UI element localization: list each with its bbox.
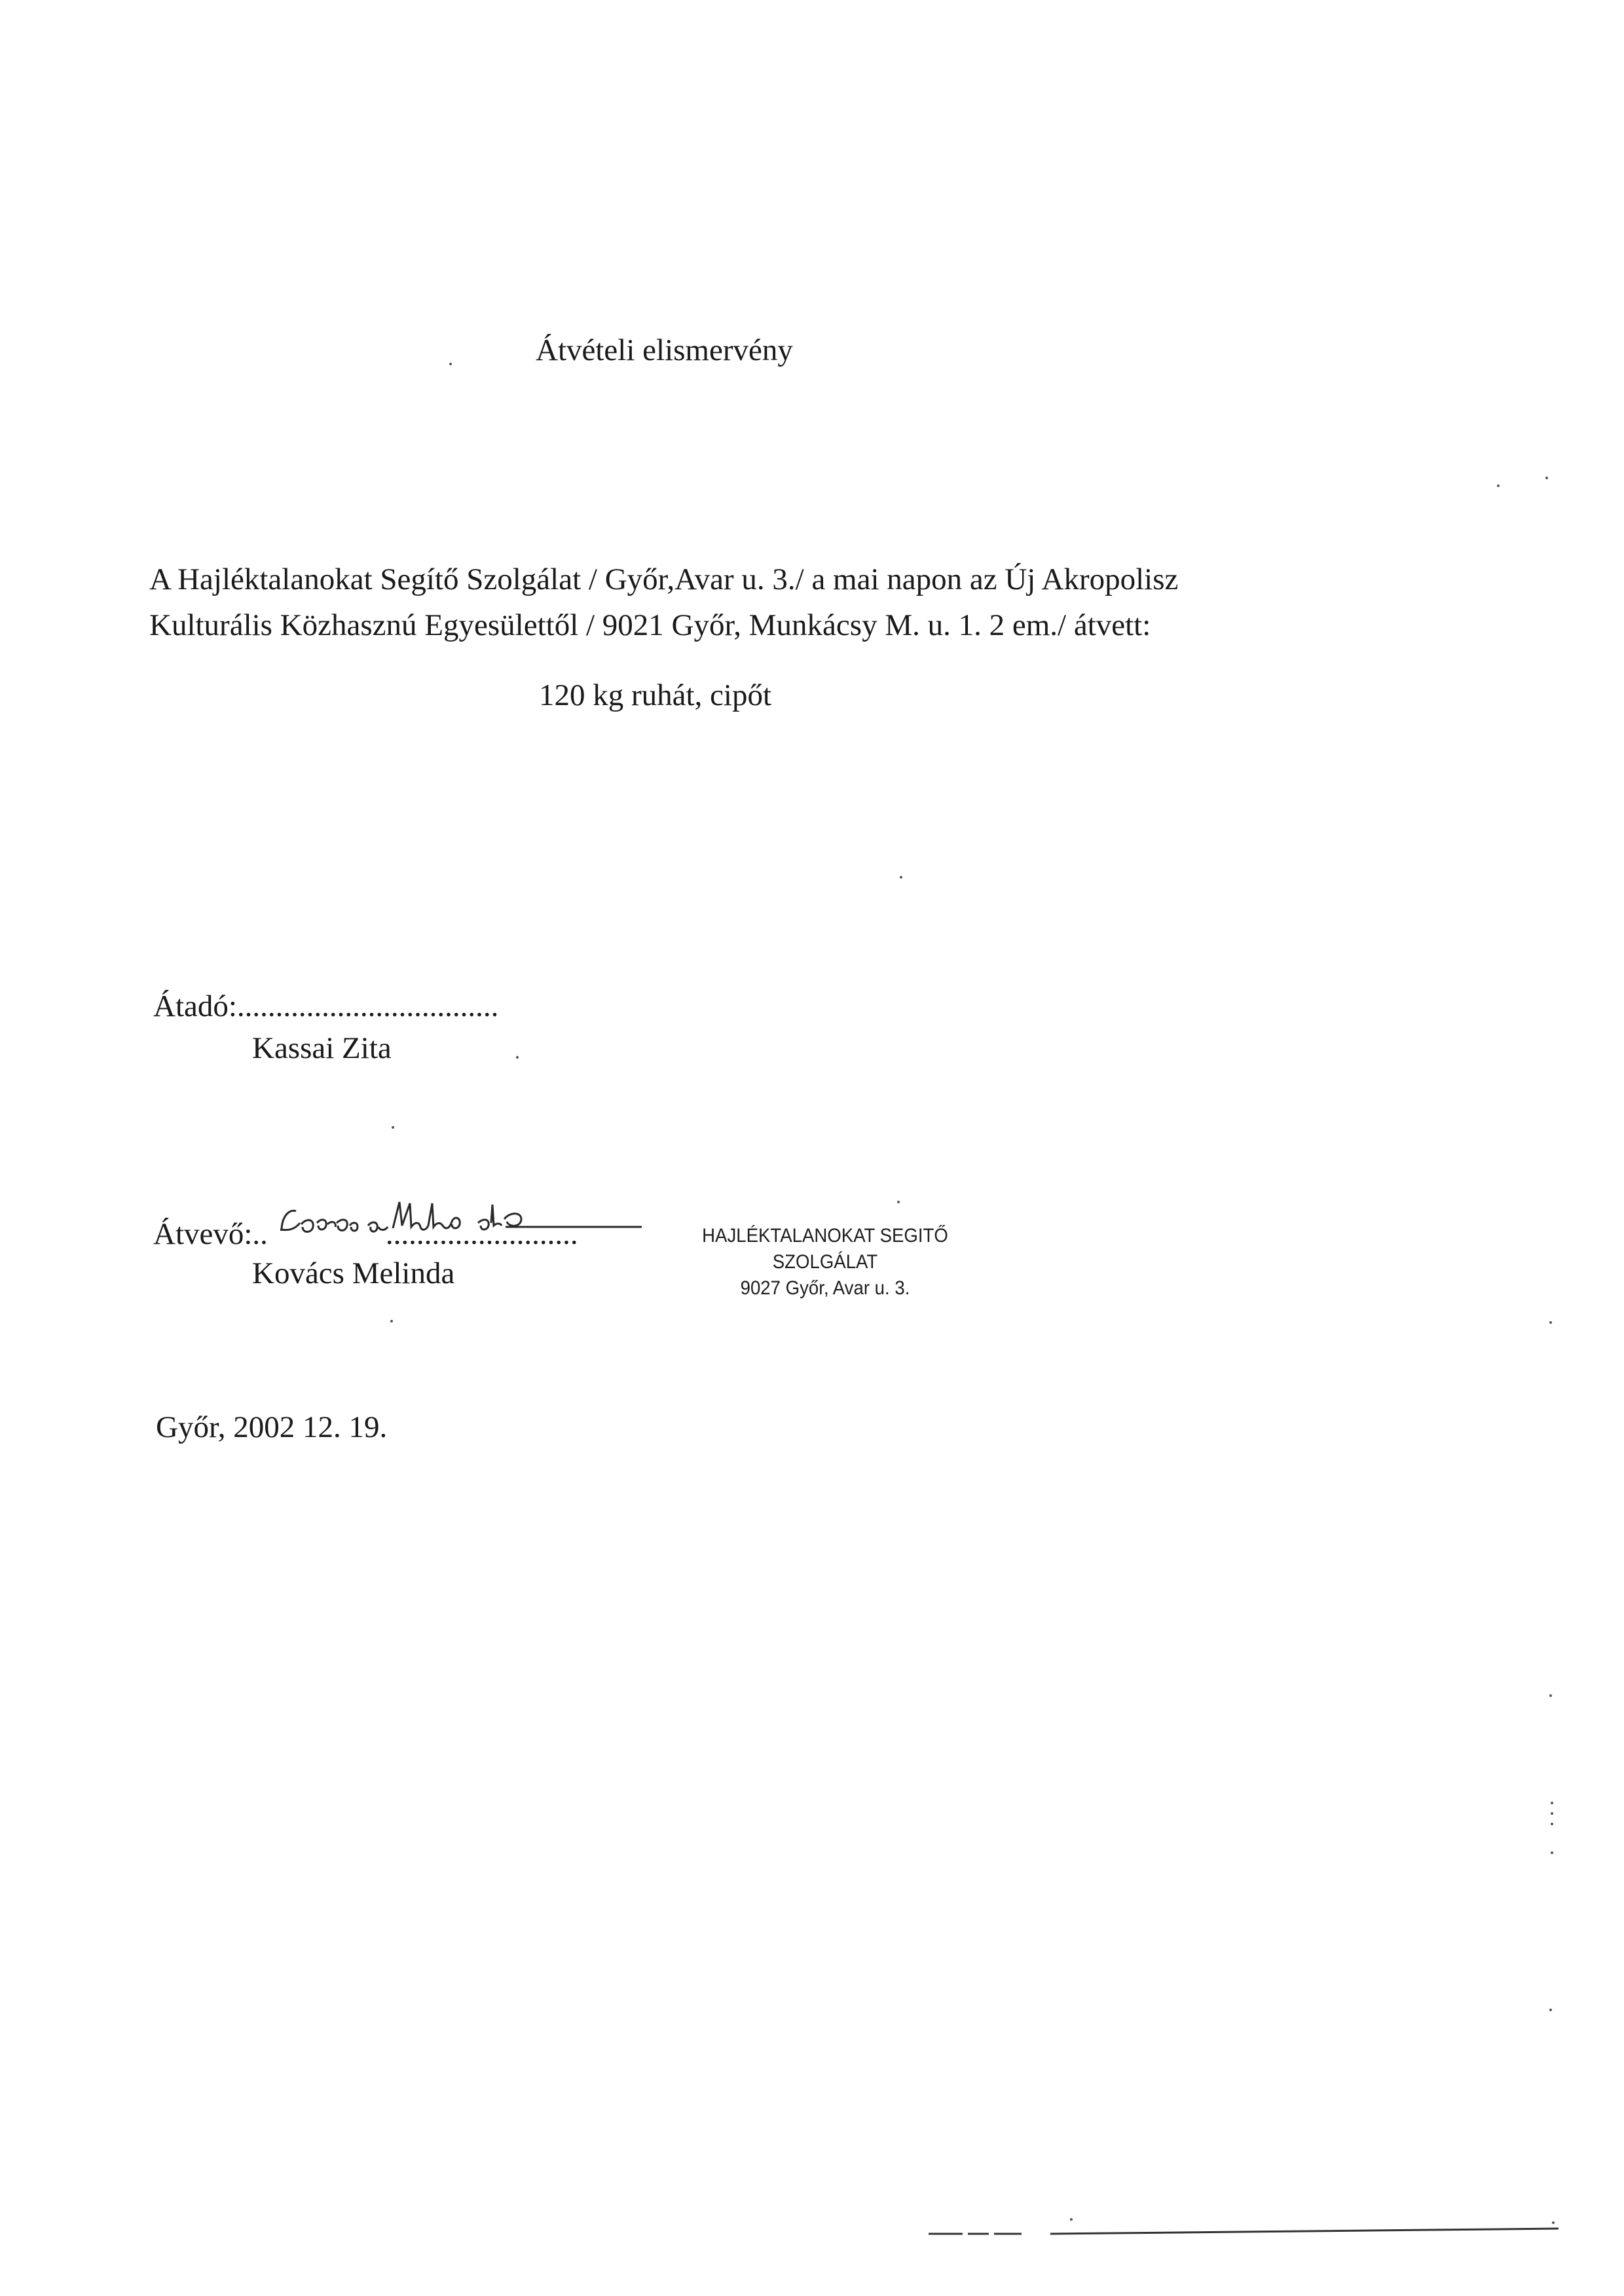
place-and-date: Győr, 2002 12. 19. xyxy=(156,1410,388,1444)
document-title: Átvételi elismervény xyxy=(536,333,793,367)
stamp-line-1: HAJLÉKTALANOKAT SEGITŐ xyxy=(702,1225,948,1247)
handover-dots: .................................. xyxy=(236,989,499,1023)
body-line-2: Kulturális Közhasznú Egyesülettől / 9021 Győr, Munkácsy M. u. 1. 2 em./ átvett: xyxy=(149,608,1151,642)
stamp-line-3: 9027 Győr, Avar u. 3. xyxy=(740,1277,910,1299)
received-items: 120 kg ruhát, cipőt xyxy=(539,678,772,712)
handover-name: Kassai Zita xyxy=(252,1031,392,1065)
receiver-dots: ......................... xyxy=(385,1217,578,1251)
receiver-name: Kovács Melinda xyxy=(252,1256,455,1290)
body-line-1: A Hajléktalanokat Segítő Szolgálat / Győr,Avar u. 3./ a mai napon az Új Akropolisz xyxy=(149,562,1179,596)
stamp-line-2: SZOLGÁLAT xyxy=(772,1251,878,1273)
handover-label: Átadó: xyxy=(153,989,237,1023)
receiver-label: Átvevő:.. xyxy=(153,1217,268,1251)
